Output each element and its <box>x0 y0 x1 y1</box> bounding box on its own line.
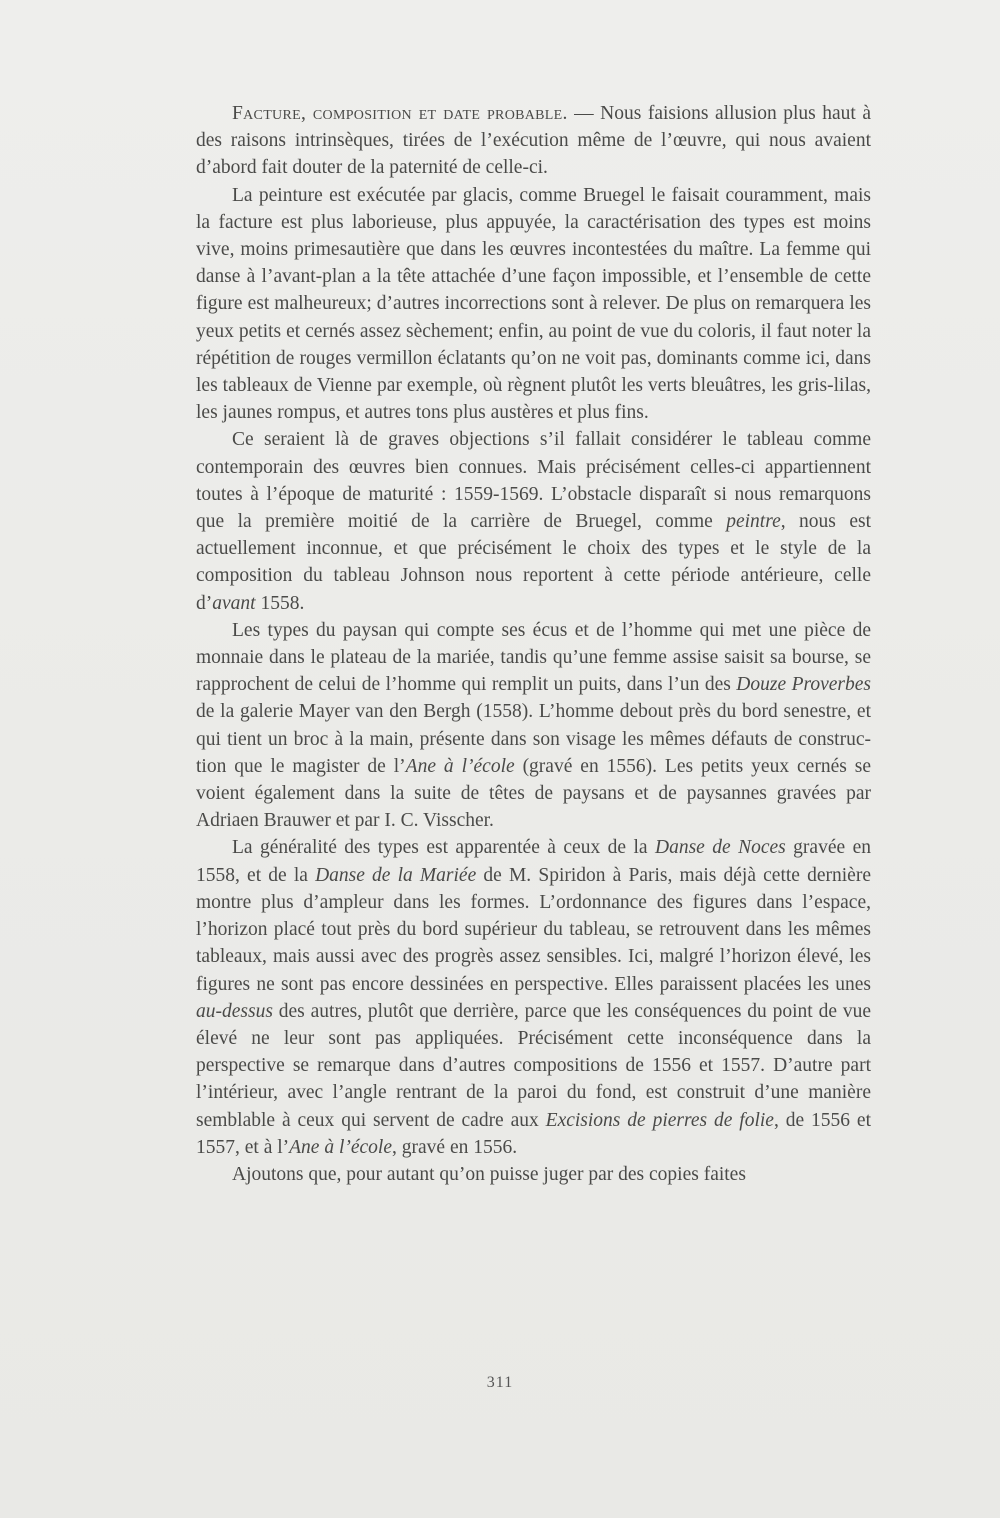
body-text <box>196 100 871 1188</box>
paragraph <box>196 426 871 616</box>
italic-title: peintre <box>726 511 781 533</box>
italic-title: Douze Proverbes <box>736 674 871 696</box>
text-run: Les types du paysan qui compte ses écus et de l’homme qui met une pièce de monnaie dans le plateau de la mariée, tandis qu’une femme assise saisit sa bourse, se rapprochent de celui de l’homme qui remplit un puits, dans l’un des <box>196 619 871 696</box>
text-run: , nous est actuellement inconnue, et que précisément le choix des types et le style de la composition du tableau Johnson nous reportent à cette période antérieure, celle d’ <box>196 511 872 614</box>
paragraph <box>196 182 871 427</box>
text-run: gravée en 1558, et de la <box>196 837 871 886</box>
text-run: Ajoutons que, pour autant qu’on puisse juger par des copies faites <box>232 1163 746 1185</box>
italic-title: Ane à l’école <box>405 755 515 777</box>
text-run: (gravé en 1556). Les petits yeux cernés se voient également dans la suite de têtes de paysans et de paysannes gravées par Adriaen Brauwer et par I. C. Visscher. <box>196 755 871 832</box>
paragraph <box>196 100 871 182</box>
italic-title: Ane à l’école <box>289 1136 393 1158</box>
text-run: Ce seraient là de graves objections s’il fallait considérer le tableau comme contemporain des œuvres bien connues. Mais précisément celles-ci appartiennent toutes à l’époque de maturité : 1559-1569. L’obstacle disparaît si nous remarquons que la première moitié de la carrière de Bruegel, comme <box>196 429 871 533</box>
italic-title: avant <box>212 592 256 614</box>
text-run: La peinture est exécutée par glacis, comme Bruegel le faisait couramment, mais la facture est plus laborieuse, plus appuyée, la caractérisation des types est moins vive, moins primesautière que dans les œuvres incontestées du maître. La femme qui danse à l’avant-plan a la tête attachée d’une façon impossible, et l’ensemble de cette figure est malheureux; d’autres incorrections sont à relever. De plus on remarquera les yeux petits et cernés assez sèchement; enfin, au point de vue du coloris, il faut noter la répétition de rouges vermillon éclatants qu’on ne voit pas, dominants comme ici, dans les tableaux de Vienne par exemple, où règnent plutôt les verts bleuâtres, les gris-lilas, les jaunes rompus, et autres tons plus austères et plus fins. <box>196 184 871 424</box>
paragraph <box>196 834 871 1160</box>
text-run: de la galerie Mayer van den Bergh (1558). L’homme debout près du bord senestre, et qui tient un broc à la main, présente dans son visage les mêmes défauts de construction que le magister de l’ <box>196 701 871 777</box>
section-heading: Facture, composition et date probable. <box>232 103 568 124</box>
text-run: 1558. <box>255 592 305 614</box>
italic-title: Excisions de pierres de folie <box>545 1109 774 1131</box>
text-run: — Nous faisions allusion plus haut à des raisons intrinsèques, tirées de l’exécution même de l’œuvre, qui nous avaient d’abord fait douter de la paternité de celle-ci. <box>196 103 871 179</box>
paragraph <box>196 1161 871 1188</box>
italic-title: au-dessus <box>196 1000 273 1022</box>
text-run: La généralité des types est apparentée à ceux de la <box>232 837 655 859</box>
page-number: 311 <box>486 1374 514 1391</box>
text-run: de M. Spiridon à Paris, mais déjà cette dernière montre plus d’ampleur dans les formes. L’ordonnance des figures dans l’espace, l’horizon placé tout près du bord supérieur du tableau, se retrouvent dans les mêmes tableaux, mais aussi avec des progrès assez sensibles. Ici, malgré l’horizon élevé, les figures ne sont pas encore dessinées en perspective. Elles paraissent placées les unes <box>196 864 871 995</box>
italic-title: Danse de la Mariée <box>315 864 477 886</box>
paragraph <box>196 617 871 835</box>
text-run: , gravé en 1556. <box>392 1136 518 1158</box>
text-run: , de 1556 et 1557, et à l’ <box>196 1109 871 1158</box>
text-run: des autres, plutôt que derrière, parce que les conséquences du point de vue élevé ne leur sont pas appliquées. Précisément cette inconséquence dans la perspective se remarque dans d’autres compositions de 1556 et 1557. D’autre part l’intérieur, avec l’angle rentrant de la paroi du fond, est construit d’une manière semblable à ceux qui servent de cadre aux <box>196 1000 871 1131</box>
italic-title: Danse de Noces <box>654 837 786 859</box>
